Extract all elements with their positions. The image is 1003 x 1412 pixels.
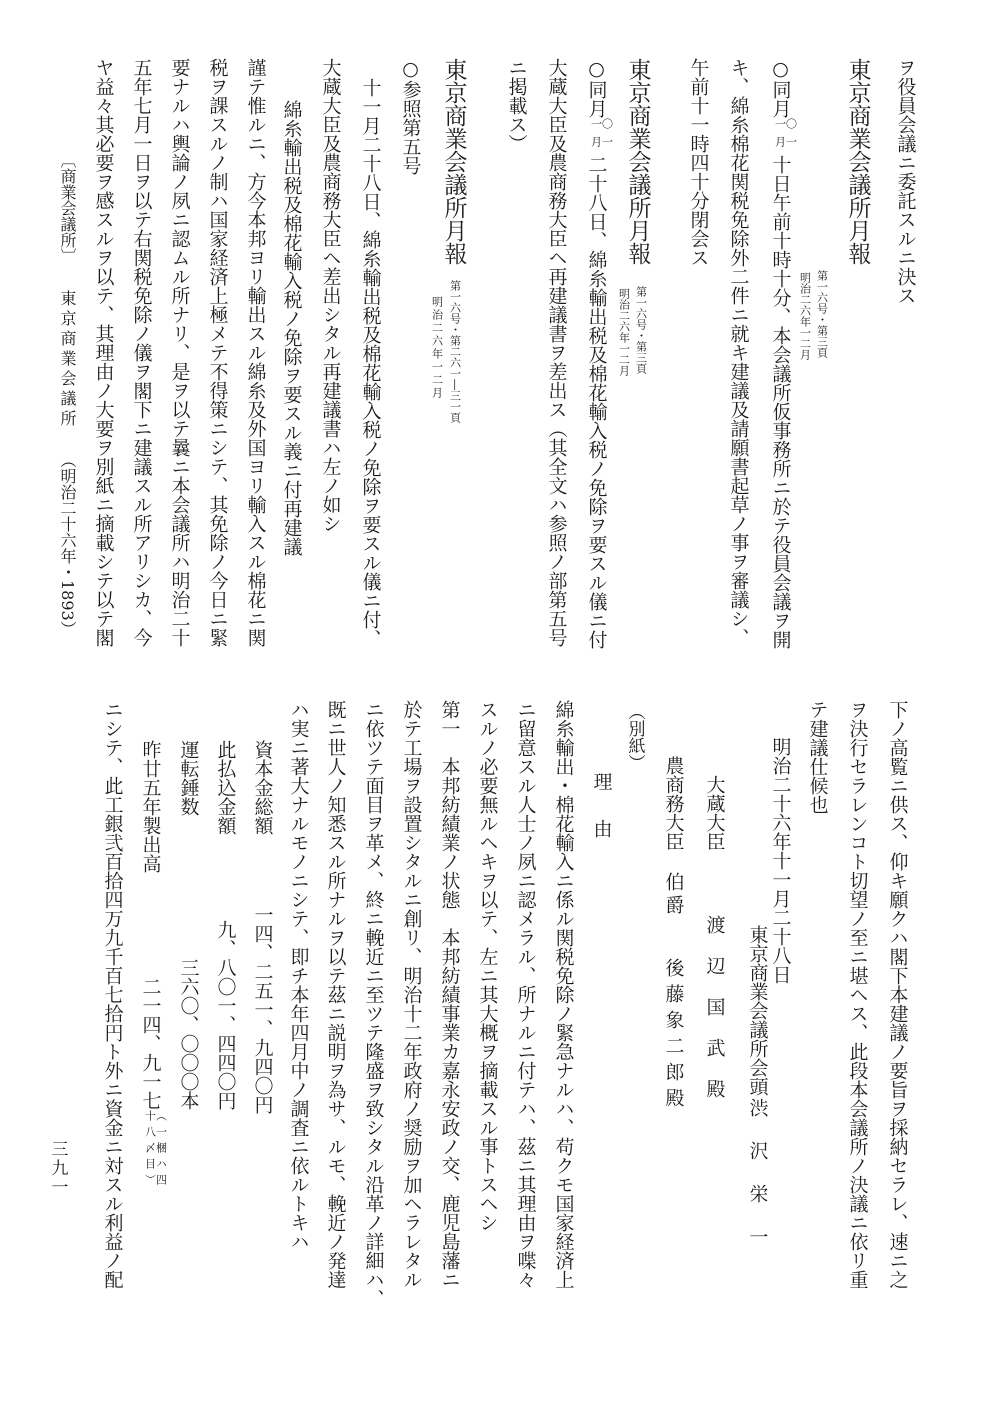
entry-text: 十日午前十時十分、本会議所仮事務所ニ於テ役員会議ヲ開 xyxy=(769,155,792,649)
stat-value: 一四、二五一、九四〇円 xyxy=(251,905,274,1114)
report-issue: 第一六号・第二六一―三一頁 xyxy=(448,280,462,423)
sender-title: 東京商業会議所会頭 xyxy=(746,925,769,1096)
report-title: 東京商業会議所月報 xyxy=(440,58,467,265)
text-line: ニ留意スル人士ノ夙ニ認メラル、所ナルニ付テハ、茲ニ其理由ヲ喋々 xyxy=(514,700,537,1289)
text-line: 要ナルハ輿論ノ夙ニ認ムル所ナリ、是ヲ以テ曩ニ本会議所ハ明治二十 xyxy=(168,58,191,647)
text-line: ヤ益々其必要ヲ感スルヲ以テ、其理由ノ大要ヲ別紙ニ摘載シテ以テ閣 xyxy=(92,58,115,647)
text-line: ヲ役員会議ニ委託スルニ決ス xyxy=(894,58,917,305)
text-line: スルノ必要無ルヘキヲ以テ、左ニ其大概ヲ摘載スル事トスヘシ xyxy=(476,700,499,1232)
text-line: ニ依ツテ面目ヲ革メ、終ニ輓近ニ至ツテ隆盛ヲ致シタル沿革ノ詳細ハ、 xyxy=(362,700,385,1308)
text-line: 謹テ惟ルニ、方今本邦ヨリ輸出スル綿糸及外国ヨリ輸入スル棉花ニ関 xyxy=(244,58,267,647)
text-line: 十一月二十八日、綿糸輸出税及棉花輸入税ノ免除ヲ要スル儀ニ付、 xyxy=(359,78,382,648)
text-line: 第一 本邦紡績業ノ状態 本邦紡績事業カ嘉永安政ノ交、鹿児島藩ニ xyxy=(438,700,461,1289)
running-footer-year: （明治二十六年・1893） xyxy=(58,452,77,637)
text-line: キ、綿糸棉花関税免除外二件ニ就キ建議及請願書起草ノ事ヲ審議シ、 xyxy=(727,58,750,647)
addressee-name: 渡辺国武殿 xyxy=(703,915,726,1120)
text-line: ハ実ニ著大ナルモノニシテ、即チ本年四月中ノ調査ニ依ルトキハ xyxy=(287,700,310,1251)
text-line: テ建議仕候也 xyxy=(806,700,829,814)
entry-marker: ○同月 xyxy=(585,58,608,118)
text-line: 税ヲ課スルノ制ハ国家経済上極メテ不得策ニシテ、其免除ノ今日ニ緊 xyxy=(206,58,229,647)
addressee-name: 後藤象二郎殿 xyxy=(662,958,685,1114)
running-footer-org: 東京商業会議所 xyxy=(58,290,77,430)
stat-label: 此払込金額 xyxy=(214,740,237,835)
text-line: 大蔵大臣及農商務大臣ヘ差出シタル再建議書ハ左ノ如シ xyxy=(319,58,342,533)
addressee-title: 大蔵大臣 xyxy=(703,775,726,851)
text-line: 於テ工場ヲ設置シタルニ創リ、明治十二年政府ノ奨励ヲ加ヘラレタル xyxy=(400,700,423,1289)
entry-marker: ○同月 xyxy=(769,58,792,118)
text-line: ニシテ、此工銀弐百拾四万九千百七拾円ト外ニ資金ニ対スル利益ノ配 xyxy=(101,700,124,1289)
text-line xyxy=(587,58,613,649)
report-date: 明治二六年一二月 xyxy=(430,296,444,400)
stat-value: 二一四、九一七 xyxy=(139,977,162,1110)
running-footer-category: 〔商業会議所〕 xyxy=(58,152,77,264)
editor-note: 〇一一月 xyxy=(773,118,798,154)
stat-label: 昨廿五年製出高 xyxy=(139,740,162,873)
report-issue: 第一六号・第三頁 xyxy=(634,286,648,374)
text-line: 五年七月一日ヲ以テ右関税免除ノ儀ヲ閣下ニ建議スル所アリシカ、今 xyxy=(130,58,153,647)
stat-value: 九、八〇一、四四〇円 xyxy=(214,920,237,1110)
reference-heading: ○参照第五号 xyxy=(399,58,422,175)
page-number: 三九一 xyxy=(47,1140,68,1197)
entry-text: 二十八日、綿糸輸出税及棉花輸入税ノ免除ヲ要スル儀ニ付 xyxy=(585,155,608,649)
text-line: ヲ決行セラレンコト切望ノ至ニ堪ヘス、此段本会議所ノ決議ニ依リ重 xyxy=(846,700,869,1289)
text-line: 午前十一時四十分閉会ス xyxy=(687,58,710,267)
letter-date: 明治二十六年十一月二十八日 xyxy=(769,737,792,984)
stat-value: 三六〇、〇〇〇本 xyxy=(177,958,200,1110)
addressee-rank: 伯爵 xyxy=(662,872,685,918)
text-line: ニ掲載ス） xyxy=(505,58,528,153)
text-line: 下ノ高覧ニ供ス、仰キ願クハ閣下本建議ノ要旨ヲ採納セラレ、速ニ之 xyxy=(886,700,909,1289)
text-line: 大蔵大臣及農商務大臣ヘ再建議書ヲ差出ス（其全文ハ参照ノ部第五号 xyxy=(545,58,568,647)
section-heading: 理由 xyxy=(590,772,613,866)
report-title: 東京商業会議所月報 xyxy=(844,58,871,265)
stat-row-value xyxy=(141,977,167,1191)
proposal-title: 綿糸輸出税及棉花輸入税ノ免除ヲ要スル義ニ付再建議 xyxy=(280,100,303,556)
text-line: 綿糸輸出・棉花輸入ニ係ル関税免除ノ緊急ナルハ、苟クモ国家経済上 xyxy=(552,700,575,1289)
text-line xyxy=(771,58,797,649)
stat-label: 運転錘数 xyxy=(177,740,200,816)
text-line: 既ニ世人ノ知悉スル所ナルヲ以テ茲ニ説明ヲ為サ、ルモ、輓近ノ発達 xyxy=(324,700,347,1289)
report-date: 明治二六年一二月 xyxy=(798,272,812,360)
sender-name: 渋沢栄一 xyxy=(746,1098,769,1270)
report-title: 東京商業会議所月報 xyxy=(624,58,651,265)
stat-unit-note: （一梱ハ四十八〆目） xyxy=(143,1110,168,1190)
stat-label: 資本金総額 xyxy=(251,740,274,835)
addressee-title: 農商務大臣 xyxy=(662,756,685,851)
report-date: 明治二六年一二月 xyxy=(617,288,631,376)
editor-note: 〇一一月 xyxy=(589,118,614,154)
attachment-label: （別紙） xyxy=(624,703,645,771)
report-issue: 第一六号・第三頁 xyxy=(815,270,829,358)
